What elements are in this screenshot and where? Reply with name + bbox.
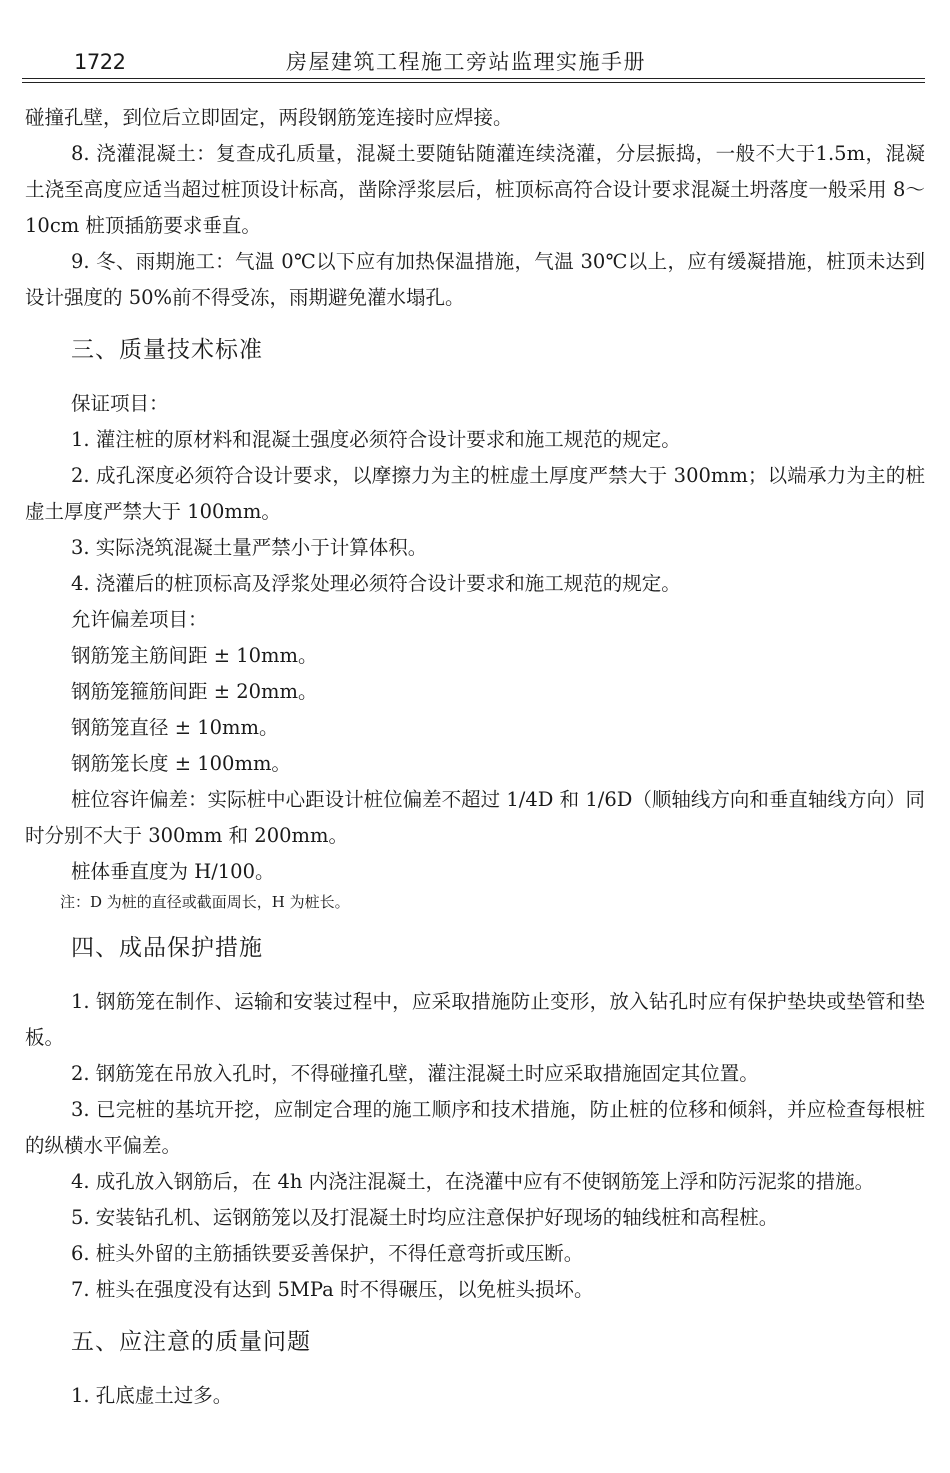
guarantee-item-1: 1. 灌注桩的原材料和混凝土强度必须符合设计要求和施工规范的规定。 bbox=[71, 428, 681, 451]
header-rule-top bbox=[22, 78, 925, 79]
protection-item-3: 3. 已完桩的基坑开挖，应制定合理的施工顺序和技术措施，防止桩的位移和倾斜，并应检查每根桩的纵横水平偏差。 bbox=[25, 1098, 925, 1157]
protection-item-7: 7. 桩头在强度没有达到 5MPa 时不得碾压，以免桩头损坏。 bbox=[71, 1278, 594, 1301]
tolerance-main-bar-spacing: 钢筋笼主筋间距 ± 10mm。 bbox=[71, 644, 318, 667]
running-title: 房屋建筑工程施工旁站监理实施手册 bbox=[286, 50, 646, 74]
guarantee-item-3: 3. 实际浇筑混凝土量严禁小于计算体积。 bbox=[71, 536, 428, 559]
page-number: 1722 bbox=[74, 50, 126, 74]
header-rule-bottom bbox=[22, 82, 925, 83]
protection-item-5: 5. 安装钻孔机、运钢筋笼以及打混凝土时均应注意保护好现场的轴线桩和高程桩。 bbox=[71, 1206, 779, 1229]
item-8-pouring: 8. 浇灌混凝土：复查成孔质量，混凝土要随钻随灌连续浇灌，分层振捣，一般不大于1.5m，混凝土浇至高度应适当超过桩顶设计标高，凿除浮浆层后，桩顶标高符合设计要求混凝土坍落度一般采用 8～10cm 桩顶插筋要求垂直。 bbox=[25, 142, 925, 237]
footnote: 注：D 为桩的直径或截面周长，H 为桩长。 bbox=[60, 893, 350, 911]
protection-item-2: 2. 钢筋笼在吊放入孔时，不得碰撞孔壁，灌注混凝土时应采取措施固定其位置。 bbox=[71, 1062, 759, 1085]
pile-position-tolerance: 桩位容许偏差：实际桩中心距设计桩位偏差不超过 1/4D 和 1/6D（顺轴线方向和垂直轴线方向）同时分别不大于 300mm 和 200mm。 bbox=[25, 788, 925, 847]
tolerance-stirrup-spacing: 钢筋笼箍筋间距 ± 20mm。 bbox=[71, 680, 318, 703]
guarantee-item-4: 4. 浇灌后的桩顶标高及浮浆处理必须符合设计要求和施工规范的规定。 bbox=[71, 572, 681, 595]
section-4-heading: 四、成品保护措施 bbox=[71, 935, 263, 961]
protection-item-1: 1. 钢筋笼在制作、运输和安装过程中，应采取措施防止变形，放入钻孔时应有保护垫块或垫管和垫板。 bbox=[25, 990, 925, 1049]
protection-item-4: 4. 成孔放入钢筋后，在 4h 内浇注混凝土，在浇灌中应有不使钢筋笼上浮和防污泥浆的措施。 bbox=[71, 1170, 875, 1193]
page-header bbox=[22, 44, 925, 88]
page-body bbox=[25, 100, 925, 1414]
quality-issue-item-1: 1. 孔底虚土过多。 bbox=[71, 1384, 233, 1407]
tolerance-cage-length: 钢筋笼长度 ± 100mm。 bbox=[71, 752, 291, 775]
tolerance-label: 允许偏差项目： bbox=[71, 608, 208, 631]
continued-paragraph: 碰撞孔壁，到位后立即固定，两段钢筋笼连接时应焊接。 bbox=[25, 106, 513, 129]
protection-item-6: 6. 桩头外留的主筋插铁要妥善保护，不得任意弯折或压断。 bbox=[71, 1242, 584, 1265]
guarantee-label: 保证项目： bbox=[71, 392, 169, 415]
item-9-seasonal: 9. 冬、雨期施工：气温 0℃以下应有加热保温措施，气温 30℃以上，应有缓凝措施，桩顶未达到设计强度的 50%前不得受冻，雨期避免灌水塌孔。 bbox=[25, 250, 925, 309]
guarantee-item-2: 2. 成孔深度必须符合设计要求，以摩擦力为主的桩虚土厚度严禁大于 300mm；以端承力为主的桩虚土厚度严禁大于 100mm。 bbox=[25, 464, 925, 523]
section-3-heading: 三、质量技术标准 bbox=[71, 337, 263, 363]
pile-verticality: 桩体垂直度为 H/100。 bbox=[71, 860, 275, 883]
tolerance-cage-diameter: 钢筋笼直径 ± 10mm。 bbox=[71, 716, 279, 739]
section-5-heading: 五、应注意的质量问题 bbox=[71, 1329, 311, 1355]
